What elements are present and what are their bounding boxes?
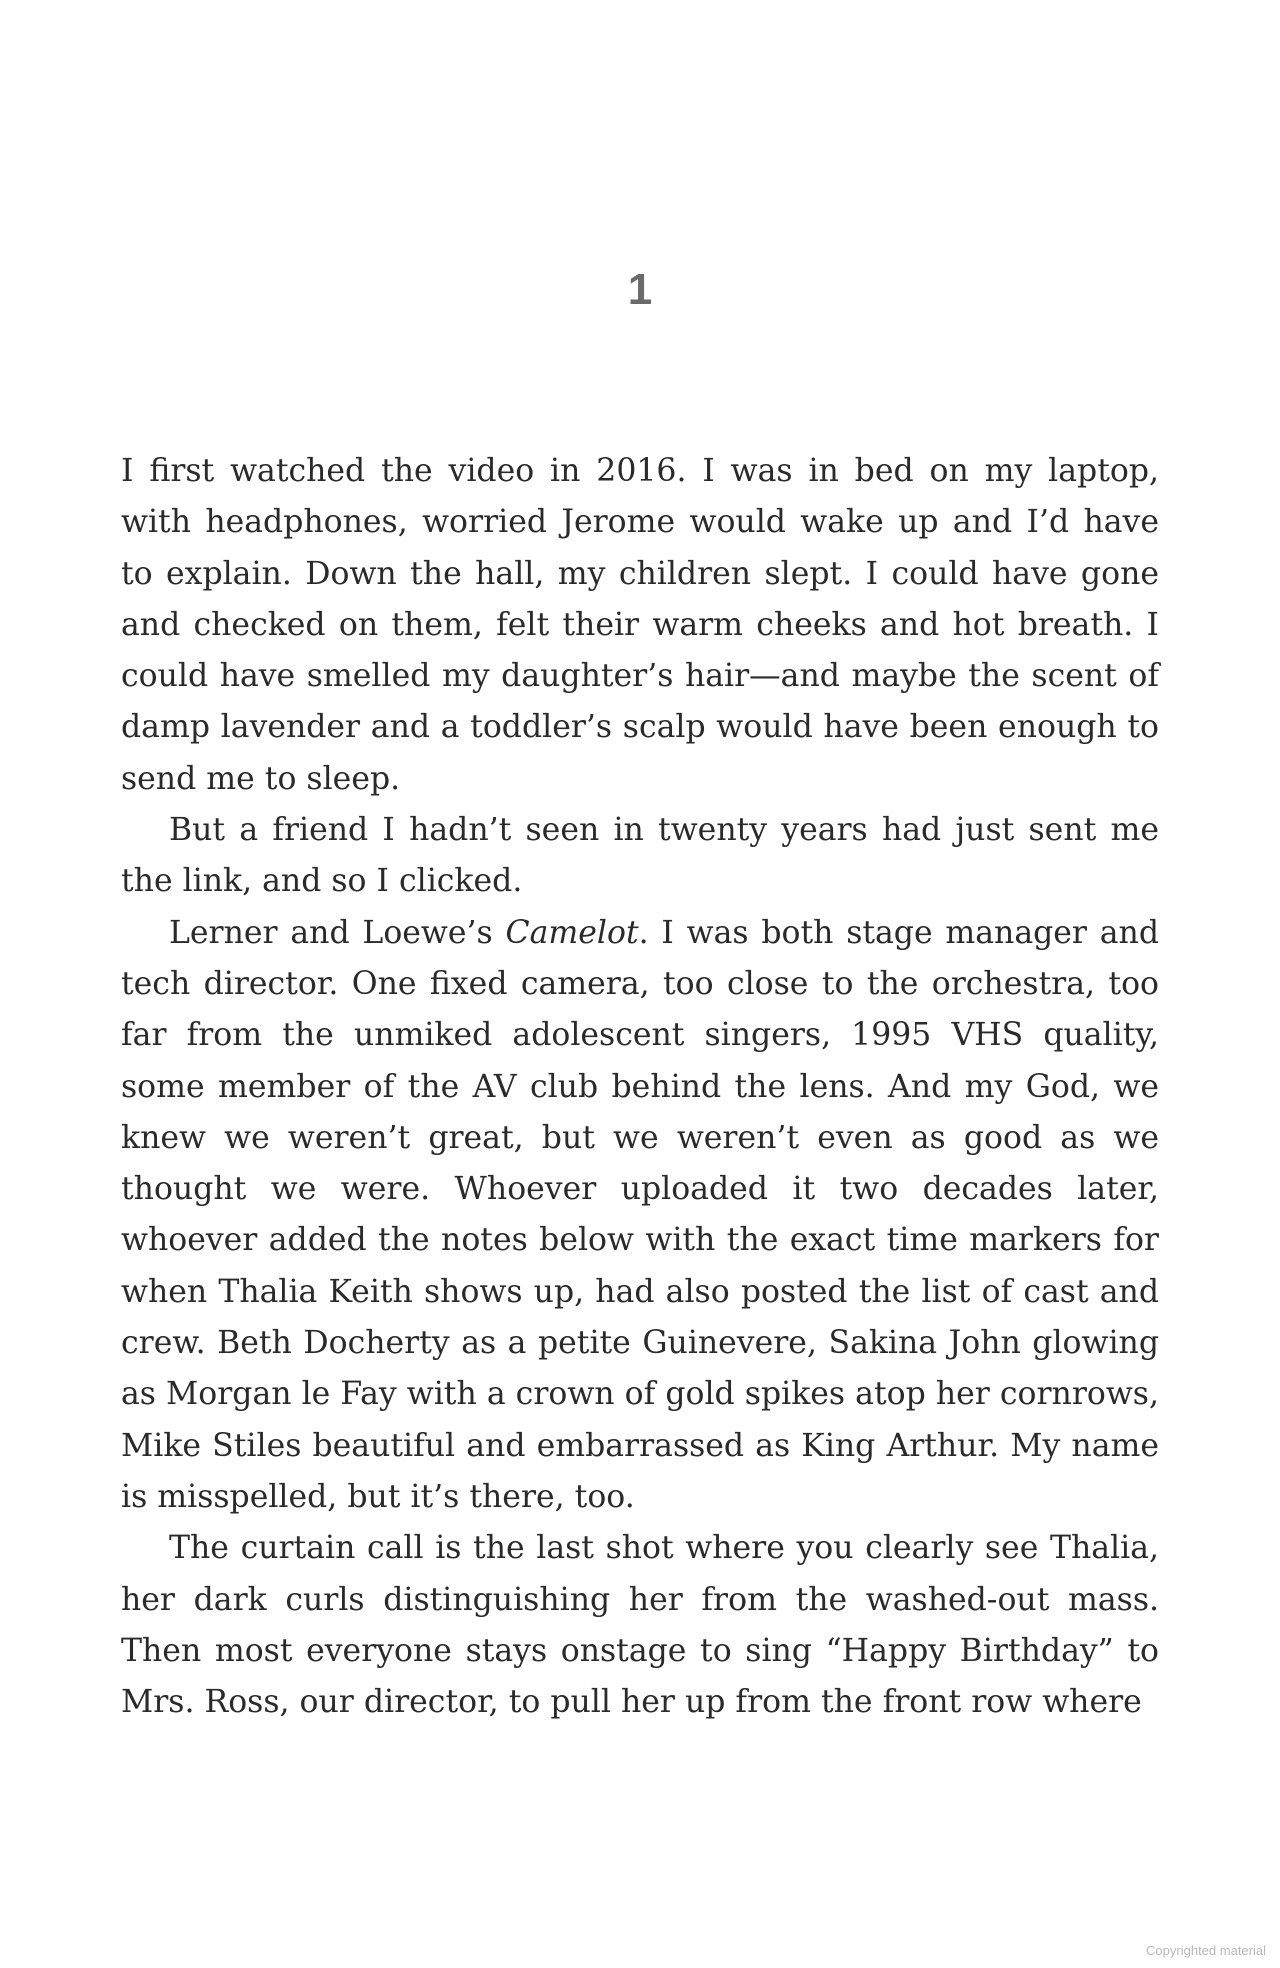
paragraph-4: The curtain call is the last shot where you clearly see Thalia, her dark curls distinguishing her from the washed-out mass. Then most everyone stays onstage to sing “Happy Birthday” to Mrs. Ross, our director, to pull her up from the front row where: [121, 1530, 1159, 1721]
paragraph-3: [121, 908, 1159, 1524]
paragraph-3-suffix: . I was both stage manager and tech director. One fixed camera, too close to the orchestra, too far from the unmiked adolescent singers, 1995 VHS quality, some member of the AV club behind the lens. And my God, we knew we weren’t great, but we weren’t even as good as we thought we were. Whoever uploaded it two decades later, whoever added the notes below with the exact time markers for when Thalia Keith shows up, had also posted the list of cast and crew. Beth Docherty as a petite Guinevere, Sakina John glowing as Morgan le Fay with a crown of gold spikes atop her cornrows, Mike Stiles beautiful and embarrassed as King Arthur. My name is misspelled, but it’s there, too.: [121, 914, 1159, 1515]
chapter-body: [121, 446, 1159, 1728]
copyright-watermark: Copyrighted material: [1146, 1943, 1266, 1958]
paragraph-3-prefix: Lerner and Loewe’s: [169, 914, 506, 951]
chapter-number: 1: [627, 265, 653, 314]
paragraph-2: But a friend I hadn’t seen in twenty years had just sent me the link, and so I clicked.: [121, 812, 1159, 900]
play-title: Camelot: [505, 914, 639, 951]
paragraph-1: I first watched the video in 2016. I was in bed on my laptop, with headphones, worried Jerome would wake up and I’d have to explain. Down the hall, my children slept. I could have gone and checked on them, felt their warm cheeks and hot breath. I could have smelled my daughter’s hair—and maybe the scent of damp lavender and a toddler’s scalp would have been enough to send me to sleep.: [121, 453, 1159, 797]
